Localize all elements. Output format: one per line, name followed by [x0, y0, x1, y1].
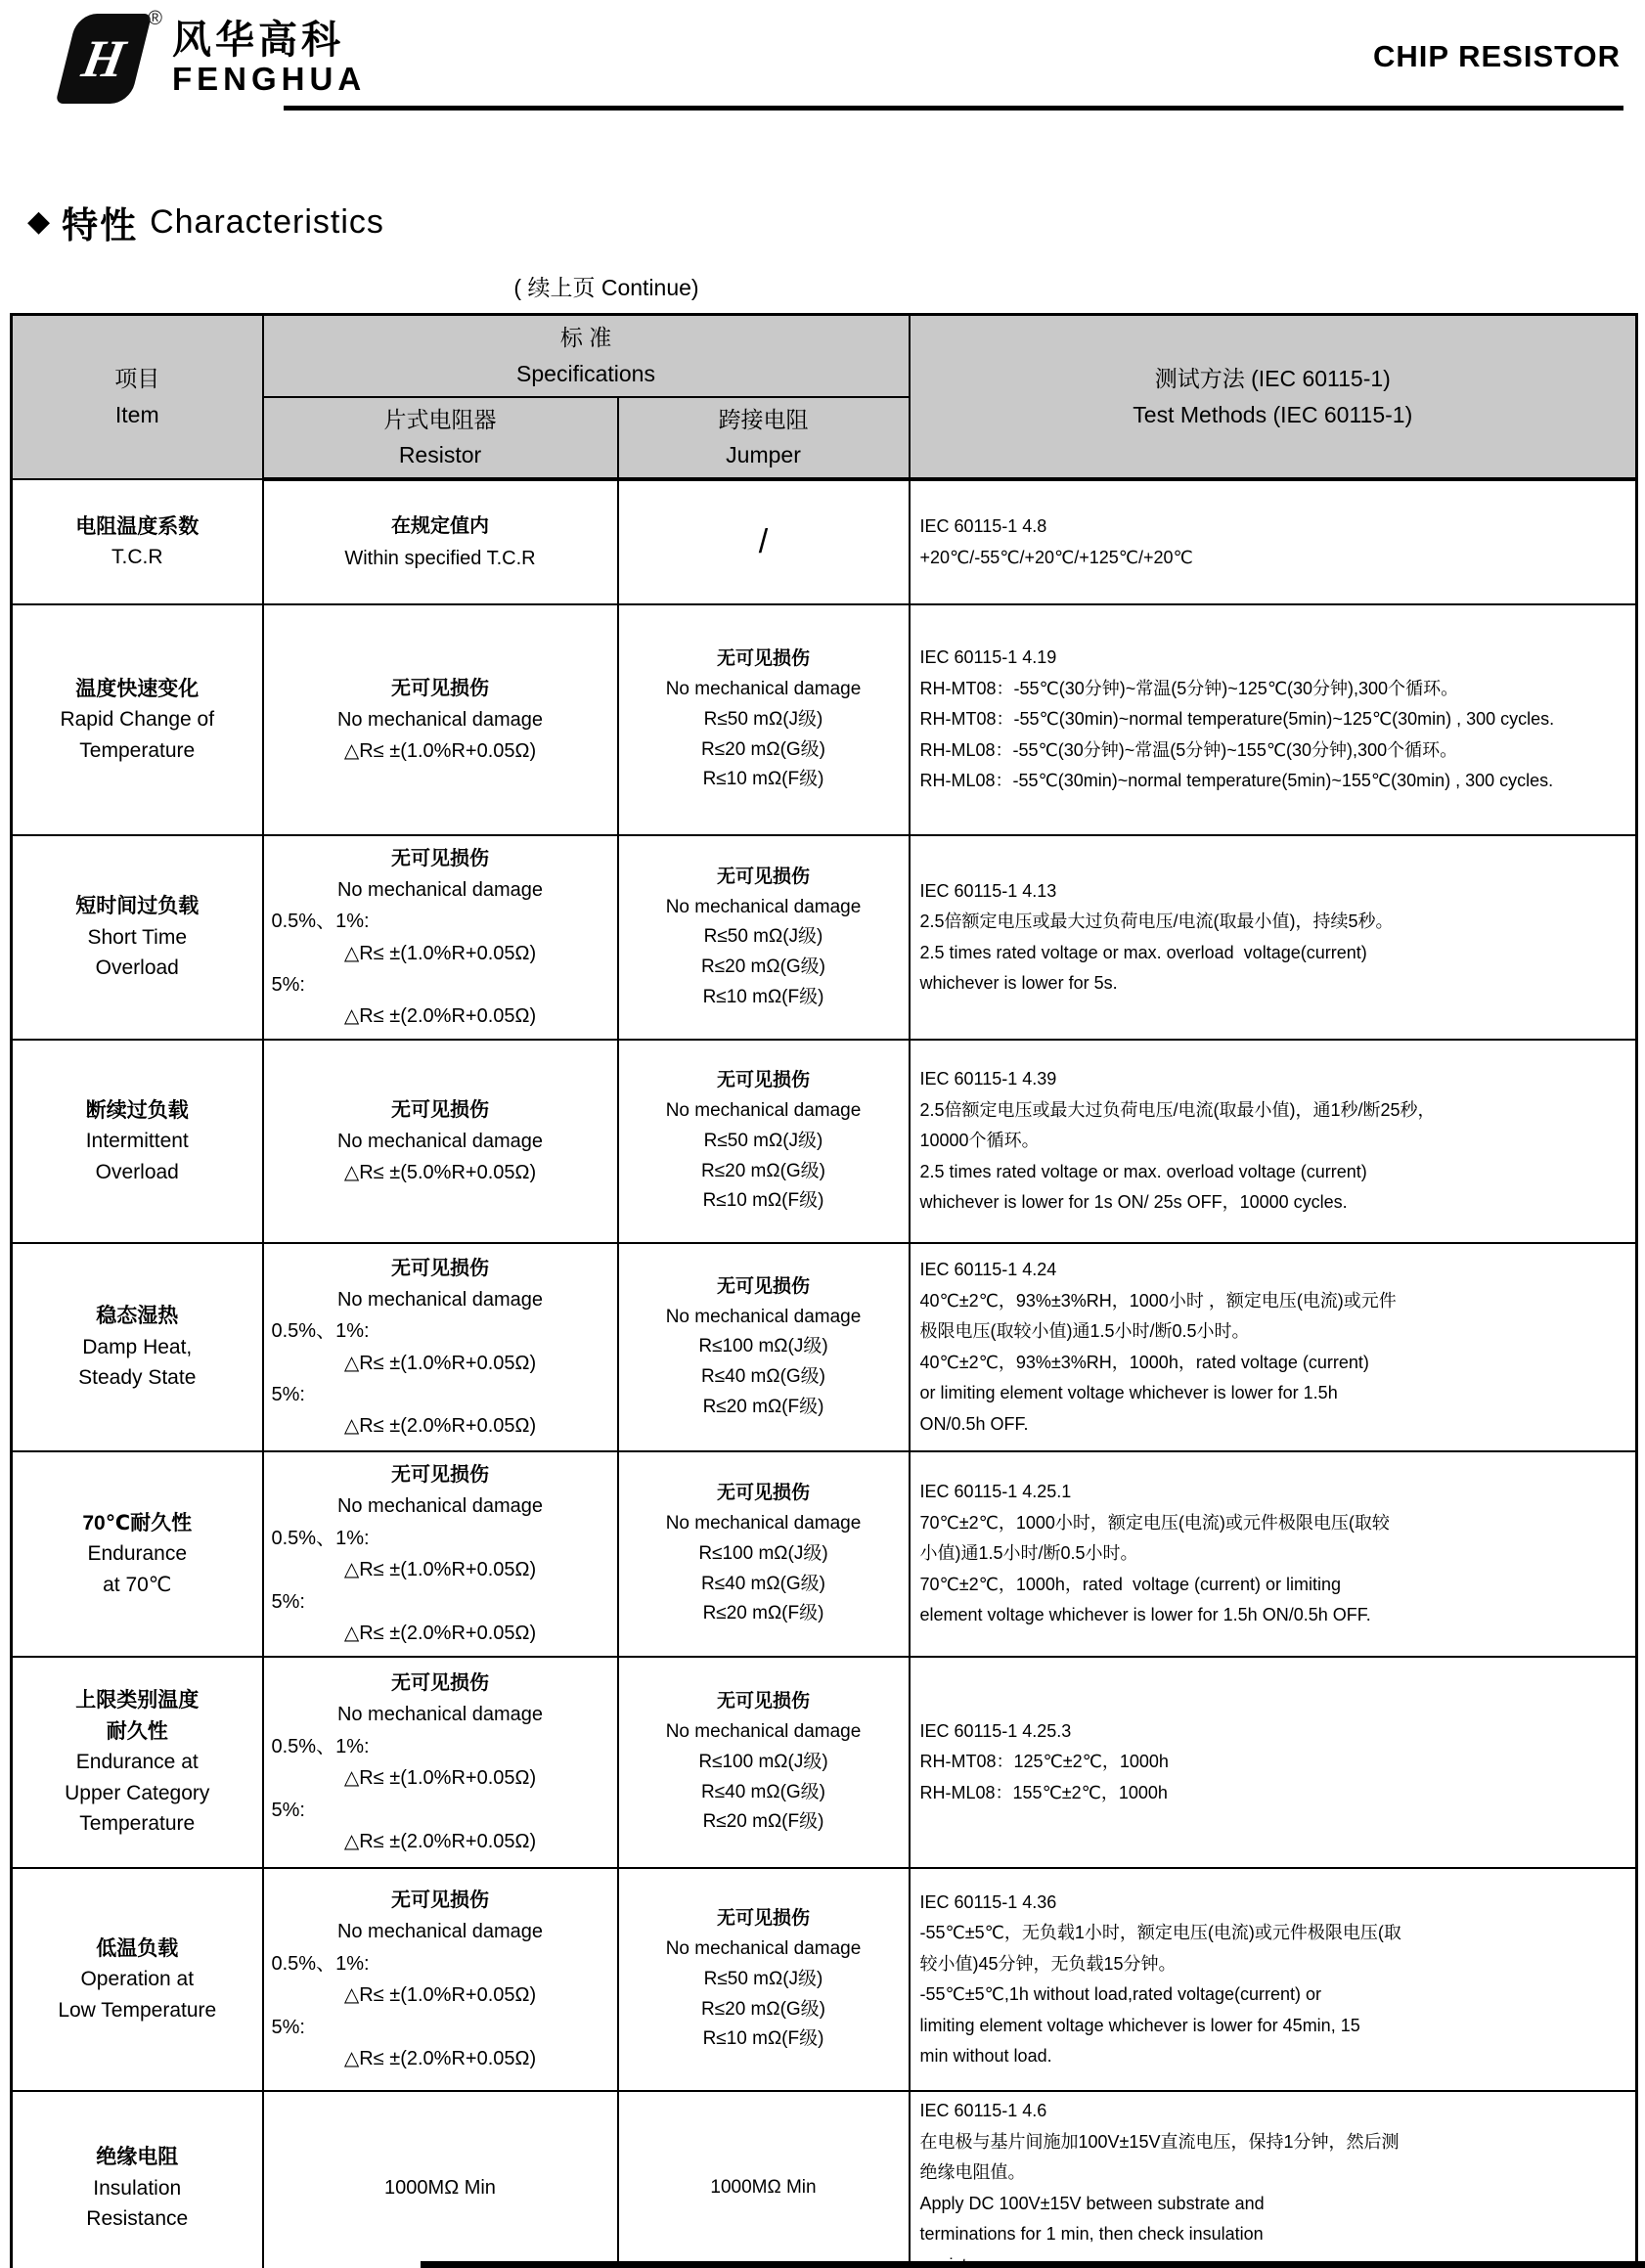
jumper-spec-cell [618, 1451, 910, 1657]
cell-line: Overload [95, 956, 179, 980]
cell-line: R≤20 mΩ(G级) [700, 956, 826, 978]
cell-line: 10000个循环。 [919, 1131, 1040, 1151]
test-method-cell [910, 1868, 1637, 2091]
cell-line: whichever is lower for 1s ON/ 25s OFF，10000 cycles. [919, 1192, 1348, 1213]
jumper-spec-cell [618, 2091, 910, 2268]
cell-line: No mechanical damage [336, 878, 544, 901]
table-row [12, 604, 1637, 835]
cell-line: +20℃/-55℃/+20℃/+125℃/+20℃ [919, 547, 1193, 567]
cell-line: No mechanical damage [336, 1495, 544, 1518]
logo-monogram: H [77, 29, 130, 88]
table-row [12, 1657, 1637, 1868]
header-divider [284, 106, 1623, 111]
cell-line: 无可见损伤 [391, 1672, 489, 1695]
col-header-item [12, 315, 263, 480]
test-method-cell [910, 479, 1637, 604]
section-title-en: Characteristics [150, 202, 384, 241]
cell-line: No mechanical damage [665, 1721, 862, 1743]
test-method-cell [910, 1451, 1637, 1657]
cell-line: Operation at [80, 1968, 195, 1991]
col-header-specifications [263, 315, 910, 397]
cell-line: △R≤ ±(2.0%R+0.05Ω) [343, 1622, 537, 1644]
fenghua-logo-icon [61, 8, 162, 106]
cell-line: No mechanical damage [665, 1306, 862, 1327]
item-cell [12, 1657, 263, 1868]
jumper-spec-cell [618, 604, 910, 835]
cell-line: ON/0.5h OFF. [919, 1413, 1029, 1434]
cell-line: △R≤ ±(1.0%R+0.05Ω) [343, 1984, 537, 2007]
cell-line: Upper Category [65, 1781, 210, 1804]
cell-line: 5%: [271, 1590, 305, 1613]
cell-line: △R≤ ±(2.0%R+0.05Ω) [343, 1415, 537, 1438]
cell-line: △R≤ ±(1.0%R+0.05Ω) [343, 1352, 537, 1374]
cell-line: 无可见损伤 [717, 1275, 811, 1297]
cell-line: RH-ML08：155℃±2℃，1000h [919, 1782, 1168, 1802]
table-row [12, 1243, 1637, 1451]
cell-line: R≤10 mΩ(F级) [702, 769, 824, 790]
cell-line: △R≤ ±(1.0%R+0.05Ω) [343, 740, 537, 763]
header-line-en: Item [114, 402, 159, 428]
resistor-spec-cell [263, 1868, 618, 2091]
doc-title: CHIP RESISTOR [1372, 39, 1621, 73]
cell-line: R≤10 mΩ(F级) [702, 2028, 824, 2050]
brand-logo [61, 10, 366, 106]
test-method-cell [910, 1243, 1637, 1451]
header-line-en: Specifications [516, 360, 655, 386]
cell-line: 低温负载 [96, 1936, 179, 1960]
cell-line: No mechanical damage [336, 1704, 544, 1726]
cell-line: 无可见损伤 [717, 648, 811, 670]
cell-line: 70℃±2℃，1000h，rated voltage (current) or limiting [919, 1574, 1342, 1594]
cell-line: △R≤ ±(1.0%R+0.05Ω) [343, 1559, 537, 1581]
cell-line: RH-MT08：-55℃(30分钟)~常温(5分钟)~125℃(30分钟),300个循环。 [919, 678, 1459, 698]
cell-line: 上限类别温度 [75, 1689, 200, 1712]
cell-line: △R≤ ±(5.0%R+0.05Ω) [343, 1162, 537, 1184]
item-cell [12, 1040, 263, 1243]
col-header-jumper [618, 397, 910, 480]
jumper-spec-cell [618, 1243, 910, 1451]
cell-line: R≤50 mΩ(J级) [703, 1130, 823, 1151]
cell-line: R≤40 mΩ(G级) [700, 1573, 826, 1594]
cell-line: RH-ML08：-55℃(30分钟)~常温(5分钟)~155℃(30分钟),300个循环。 [919, 739, 1458, 760]
cell-line: Intermittent [85, 1130, 189, 1153]
cell-line: 0.5%、1%: [271, 1527, 370, 1549]
resistor-spec-cell [263, 1657, 618, 1868]
page-header [0, 0, 1645, 115]
registered-trademark-icon: ® [148, 8, 162, 29]
cell-line: R≤20 mΩ(F级) [702, 1811, 824, 1833]
cell-line: 短时间过负载 [75, 895, 200, 918]
cell-line: whichever is lower for 5s. [919, 973, 1118, 994]
cell-line: 无可见损伤 [391, 677, 489, 699]
cell-line: R≤100 mΩ(J级) [698, 1542, 828, 1564]
section-title-cn: 特性 [62, 205, 139, 245]
item-cell [12, 604, 263, 835]
cell-line: R≤40 mΩ(G级) [700, 1781, 826, 1802]
cell-line: Temperature [79, 738, 196, 762]
cell-line: 2.5倍额定电压或最大过负荷电压/电流(取最小值)，通1秒/断25秒， [919, 1099, 1436, 1120]
resistor-spec-cell [263, 1451, 618, 1657]
cell-line: 70℃±2℃，1000小时，额定电压(电流)或元件极限电压(取较 [919, 1512, 1390, 1533]
jumper-spec-cell [618, 835, 910, 1040]
cell-line: 2.5倍额定电压或最大过负荷电压/电流(取最小值)，持续5秒。 [919, 912, 1394, 932]
cell-line: Endurance at [75, 1751, 199, 1774]
section-title [27, 196, 1645, 248]
table-row [12, 1040, 1637, 1243]
cell-line: 0.5%、1%: [271, 1952, 370, 1975]
cell-line: R≤100 mΩ(J级) [698, 1336, 828, 1357]
cell-line: or limiting element voltage whichever is lower for 1.5h [919, 1383, 1338, 1403]
cell-line: IEC 60115-1 4.6 [919, 2101, 1047, 2121]
jumper-spec-cell [618, 1040, 910, 1243]
cell-line: R≤50 mΩ(J级) [703, 1968, 823, 1989]
cell-line: IEC 60115-1 4.8 [919, 516, 1047, 537]
cell-line: 极限电压(取较小值)通1.5小时/断0.5小时。 [919, 1321, 1250, 1342]
cell-line: IEC 60115-1 4.25.3 [919, 1720, 1072, 1741]
cell-line: R≤10 mΩ(F级) [702, 986, 824, 1007]
cell-line: 70℃耐久性 [82, 1511, 193, 1534]
cell-line: Temperature [79, 1812, 196, 1836]
cell-line: 无可见损伤 [391, 1890, 489, 1912]
cell-line: 电阻温度系数 [75, 514, 200, 538]
test-method-cell [910, 1657, 1637, 1868]
cell-line: R≤40 mΩ(G级) [700, 1366, 826, 1388]
cell-line: R≤50 mΩ(J级) [703, 708, 823, 730]
resistor-spec-cell [263, 1040, 618, 1243]
resistor-spec-cell [263, 835, 618, 1040]
cell-line: -55℃±5℃,1h without load,rated voltage(current) or [919, 1984, 1322, 2005]
cell-line: RH-MT08：-55℃(30min)~normal temperature(5min)~125℃(30min) , 300 cycles. [919, 709, 1555, 730]
cell-line: RH-ML08：-55℃(30min)~normal temperature(5min)~155℃(30min) , 300 cycles. [919, 771, 1554, 791]
characteristics-table [10, 313, 1638, 2268]
cell-line: △R≤ ±(2.0%R+0.05Ω) [343, 1830, 537, 1852]
cell-line: No mechanical damage [336, 708, 544, 731]
cell-line: 5%: [271, 2016, 305, 2038]
cell-line: IEC 60115-1 4.19 [919, 647, 1057, 668]
cell-line: T.C.R [111, 546, 163, 569]
cell-line: RH-MT08：125℃±2℃，1000h [919, 1752, 1169, 1772]
cell-line: 耐久性 [106, 1719, 168, 1743]
cell-line: 在规定值内 [391, 515, 489, 538]
cell-line: 绝缘电阻值。 [919, 2162, 1026, 2183]
cell-line: 温度快速变化 [75, 677, 200, 700]
cell-line: 1000MΩ Min [384, 2177, 496, 2200]
cell-line: Apply DC 100V±15V between substrate and [919, 2193, 1265, 2213]
cell-line: Endurance [87, 1542, 188, 1566]
cell-line: △R≤ ±(2.0%R+0.05Ω) [343, 1005, 537, 1028]
cell-line: No mechanical damage [665, 679, 862, 700]
cell-line: 无可见损伤 [391, 1464, 489, 1487]
cell-line: R≤20 mΩ(F级) [702, 1396, 824, 1417]
cell-line: 绝缘电阻 [96, 2146, 179, 2169]
header-line-cn: 片式电阻器 [383, 406, 497, 432]
cell-line: 无可见损伤 [717, 1483, 811, 1504]
brand-name-en: FENGHUA [172, 60, 367, 97]
resistor-spec-cell [263, 479, 618, 604]
cell-line: No mechanical damage [336, 1921, 544, 1943]
cell-line: 40℃±2℃，93%±3%RH，1000h，rated voltage (current) [919, 1352, 1369, 1372]
cell-line: at 70℃ [103, 1573, 172, 1596]
cell-line: 0.5%、1%: [271, 1320, 370, 1343]
cell-line: No mechanical damage [665, 1938, 862, 1960]
test-method-cell [910, 1040, 1637, 1243]
item-cell [12, 1243, 263, 1451]
cell-line: △R≤ ±(1.0%R+0.05Ω) [343, 1767, 537, 1790]
table-row [12, 479, 1637, 604]
cell-line: 5%: [271, 974, 305, 997]
header-line-en: Jumper [726, 442, 801, 468]
cell-line: 5%: [271, 1384, 305, 1406]
cell-line: 1000MΩ Min [710, 2177, 817, 2199]
cell-line: limiting element voltage whichever is lower for 45min, 15 [919, 2015, 1360, 2035]
header-line-en: Test Methods (IEC 60115-1) [1133, 401, 1413, 427]
cell-line: min without load. [919, 2046, 1052, 2067]
cell-line: Overload [95, 1160, 179, 1183]
diamond-bullet-icon: ◆ [27, 205, 51, 238]
cell-line: Steady State [78, 1366, 197, 1390]
cell-line: △R≤ ±(2.0%R+0.05Ω) [343, 2047, 537, 2069]
item-cell [12, 479, 263, 604]
cell-line: Low Temperature [58, 1998, 217, 2022]
cell-line: IEC 60115-1 4.13 [919, 880, 1057, 901]
item-cell [12, 1451, 263, 1657]
cell-line: 2.5 times rated voltage or max. overload voltage (current) [919, 1161, 1367, 1181]
test-method-cell [910, 2091, 1637, 2268]
cell-line: 在电极与基片间施加100V±15V直流电压，保持1分钟，然后测 [919, 2131, 1400, 2152]
item-cell [12, 1868, 263, 2091]
jumper-spec-cell [618, 479, 910, 604]
cell-line: 稳态湿热 [96, 1305, 179, 1328]
cell-line: IEC 60115-1 4.25.1 [919, 1482, 1072, 1502]
cell-line: element voltage whichever is lower for 1.5h ON/0.5h OFF. [919, 1605, 1371, 1625]
cell-line: 无可见损伤 [391, 1257, 489, 1279]
cell-line: R≤20 mΩ(F级) [702, 1603, 824, 1624]
cell-line: Insulation [93, 2176, 182, 2200]
cell-line: 无可见损伤 [391, 1098, 489, 1121]
cell-line: R≤50 mΩ(J级) [703, 926, 823, 948]
cell-line: / [758, 523, 769, 561]
cell-line: No mechanical damage [336, 1130, 544, 1152]
header-line-cn: 标 准 [559, 325, 612, 350]
item-cell [12, 835, 263, 1040]
cell-line: No mechanical damage [336, 1288, 544, 1311]
cell-line: IEC 60115-1 4.39 [919, 1069, 1057, 1090]
header-line-cn: 测试方法 (IEC 60115-1) [1154, 365, 1391, 391]
cell-line: 5%: [271, 1799, 305, 1821]
fenghua-logo-mark [56, 14, 153, 104]
table-row [12, 1451, 1637, 1657]
table-row [12, 2091, 1637, 2268]
cell-line: 无可见损伤 [717, 866, 811, 887]
resistor-spec-cell [263, 1243, 618, 1451]
cell-line: R≤10 mΩ(F级) [702, 1190, 824, 1212]
characteristics-table-body [12, 479, 1637, 2268]
cell-line: 0.5%、1%: [271, 911, 370, 933]
cell-line: R≤20 mΩ(G级) [700, 1998, 826, 2020]
resistor-spec-cell [263, 2091, 618, 2268]
cell-line: 小值)通1.5小时/断0.5小时。 [919, 1543, 1138, 1564]
cell-line: △R≤ ±(1.0%R+0.05Ω) [343, 942, 537, 964]
header-line-en: Resistor [398, 442, 482, 468]
item-cell [12, 2091, 263, 2268]
cell-line: No mechanical damage [665, 1100, 862, 1122]
cell-line: Rapid Change of [60, 708, 215, 732]
next-table-edge [421, 2261, 1645, 2268]
continue-note: ( 续上页 Continue) [513, 275, 699, 300]
cell-line: R≤20 mΩ(G级) [700, 738, 826, 760]
cell-line: Resistance [86, 2207, 189, 2231]
cell-line: No mechanical damage [665, 896, 862, 917]
cell-line: 无可见损伤 [717, 1691, 811, 1712]
cell-line: 2.5 times rated voltage or max. overload voltage(current) [919, 942, 1367, 962]
cell-line: terminations for 1 min, then check insulation [919, 2224, 1264, 2245]
header-line-cn: 项目 [114, 366, 160, 392]
cell-line: IEC 60115-1 4.36 [919, 1891, 1057, 1912]
cell-line: IEC 60115-1 4.24 [919, 1260, 1057, 1280]
cell-line: -55℃±5℃，无负载1小时，额定电压(电流)或元件极限电压(取 [919, 1923, 1401, 1943]
cell-line: 无可见损伤 [717, 1070, 811, 1091]
col-header-resistor [263, 397, 618, 480]
test-method-cell [910, 835, 1637, 1040]
cell-line: 无可见损伤 [717, 1908, 811, 1930]
cell-line: 0.5%、1%: [271, 1735, 370, 1757]
cell-line: No mechanical damage [665, 1513, 862, 1534]
cell-line: Within specified T.C.R [344, 547, 536, 569]
brand-text [172, 19, 366, 97]
test-method-cell [910, 604, 1637, 835]
cell-line: Damp Heat, [82, 1335, 193, 1358]
cell-line: 40℃±2℃，93%±3%RH，1000小时 ，额定电压(电流)或元件 [919, 1290, 1397, 1311]
cell-line: Short Time [87, 925, 188, 949]
table-row [12, 835, 1637, 1040]
cell-line: 较小值)45分钟，无负载15分钟。 [919, 1953, 1177, 1974]
cell-line: 断续过负载 [85, 1098, 189, 1122]
jumper-spec-cell [618, 1657, 910, 1868]
table-header [12, 315, 1637, 480]
header-line-cn: 跨接电阻 [718, 406, 809, 432]
jumper-spec-cell [618, 1868, 910, 2091]
brand-name-cn: 风华高科 [172, 18, 344, 62]
cell-line: R≤100 mΩ(J级) [698, 1751, 828, 1772]
table-row [12, 1868, 1637, 2091]
cell-line: 无可见损伤 [391, 847, 489, 869]
resistor-spec-cell [263, 604, 618, 835]
col-header-test-methods [910, 315, 1637, 480]
cell-line: R≤20 mΩ(G级) [700, 1160, 826, 1181]
